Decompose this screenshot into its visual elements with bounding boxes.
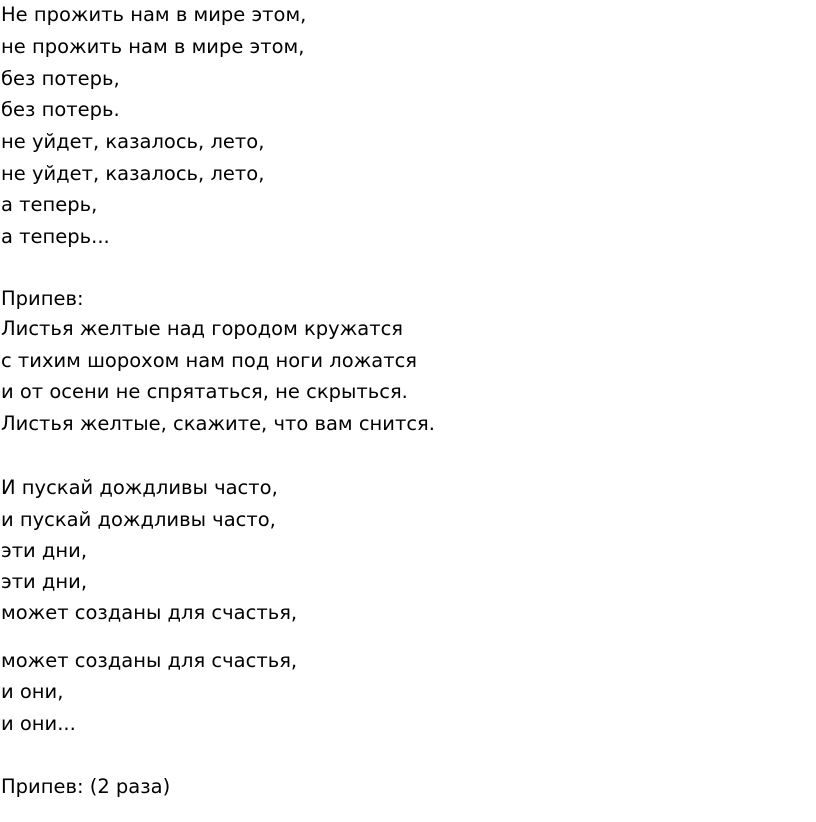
- verse1-line-1: Не прожить нам в мире этом,: [1, 3, 307, 26]
- verse1-line-8: а теперь...: [1, 225, 110, 248]
- verse1-line-6: не уйдет, казалось, лето,: [1, 162, 265, 185]
- verse2-line-4: эти дни,: [1, 570, 88, 593]
- verse2-line-1: И пускай дождливы часто,: [1, 476, 278, 499]
- chorus-label: Припев:: [1, 287, 84, 310]
- verse2-line-2: и пускай дождливы часто,: [1, 508, 276, 531]
- verse1-line-7: а теперь,: [1, 193, 98, 216]
- chorus-line-2: с тихим шорохом нам под ноги ложатся: [1, 349, 418, 372]
- verse3-line-2: и они,: [1, 680, 64, 703]
- verse2-line-5: может созданы для счастья,: [1, 601, 298, 624]
- verse1-line-2: не прожить нам в мире этом,: [1, 35, 305, 58]
- chorus-line-1: Листья желтые над городом кружатся: [1, 317, 404, 340]
- verse3-line-1: может созданы для счастья,: [1, 649, 298, 672]
- verse2-line-3: эти дни,: [1, 539, 88, 562]
- chorus-line-3: и от осени не спрятаться, не скрыться.: [1, 380, 408, 403]
- verse1-line-4: без потерь.: [1, 98, 120, 121]
- chorus-repeat-label: Припев: (2 раза): [1, 775, 171, 798]
- verse1-line-3: без потерь,: [1, 67, 120, 90]
- verse1-line-5: не уйдет, казалось, лето,: [1, 130, 265, 153]
- chorus-line-4: Листья желтые, скажите, что вам снится.: [1, 412, 435, 435]
- verse3-line-3: и они...: [1, 712, 76, 735]
